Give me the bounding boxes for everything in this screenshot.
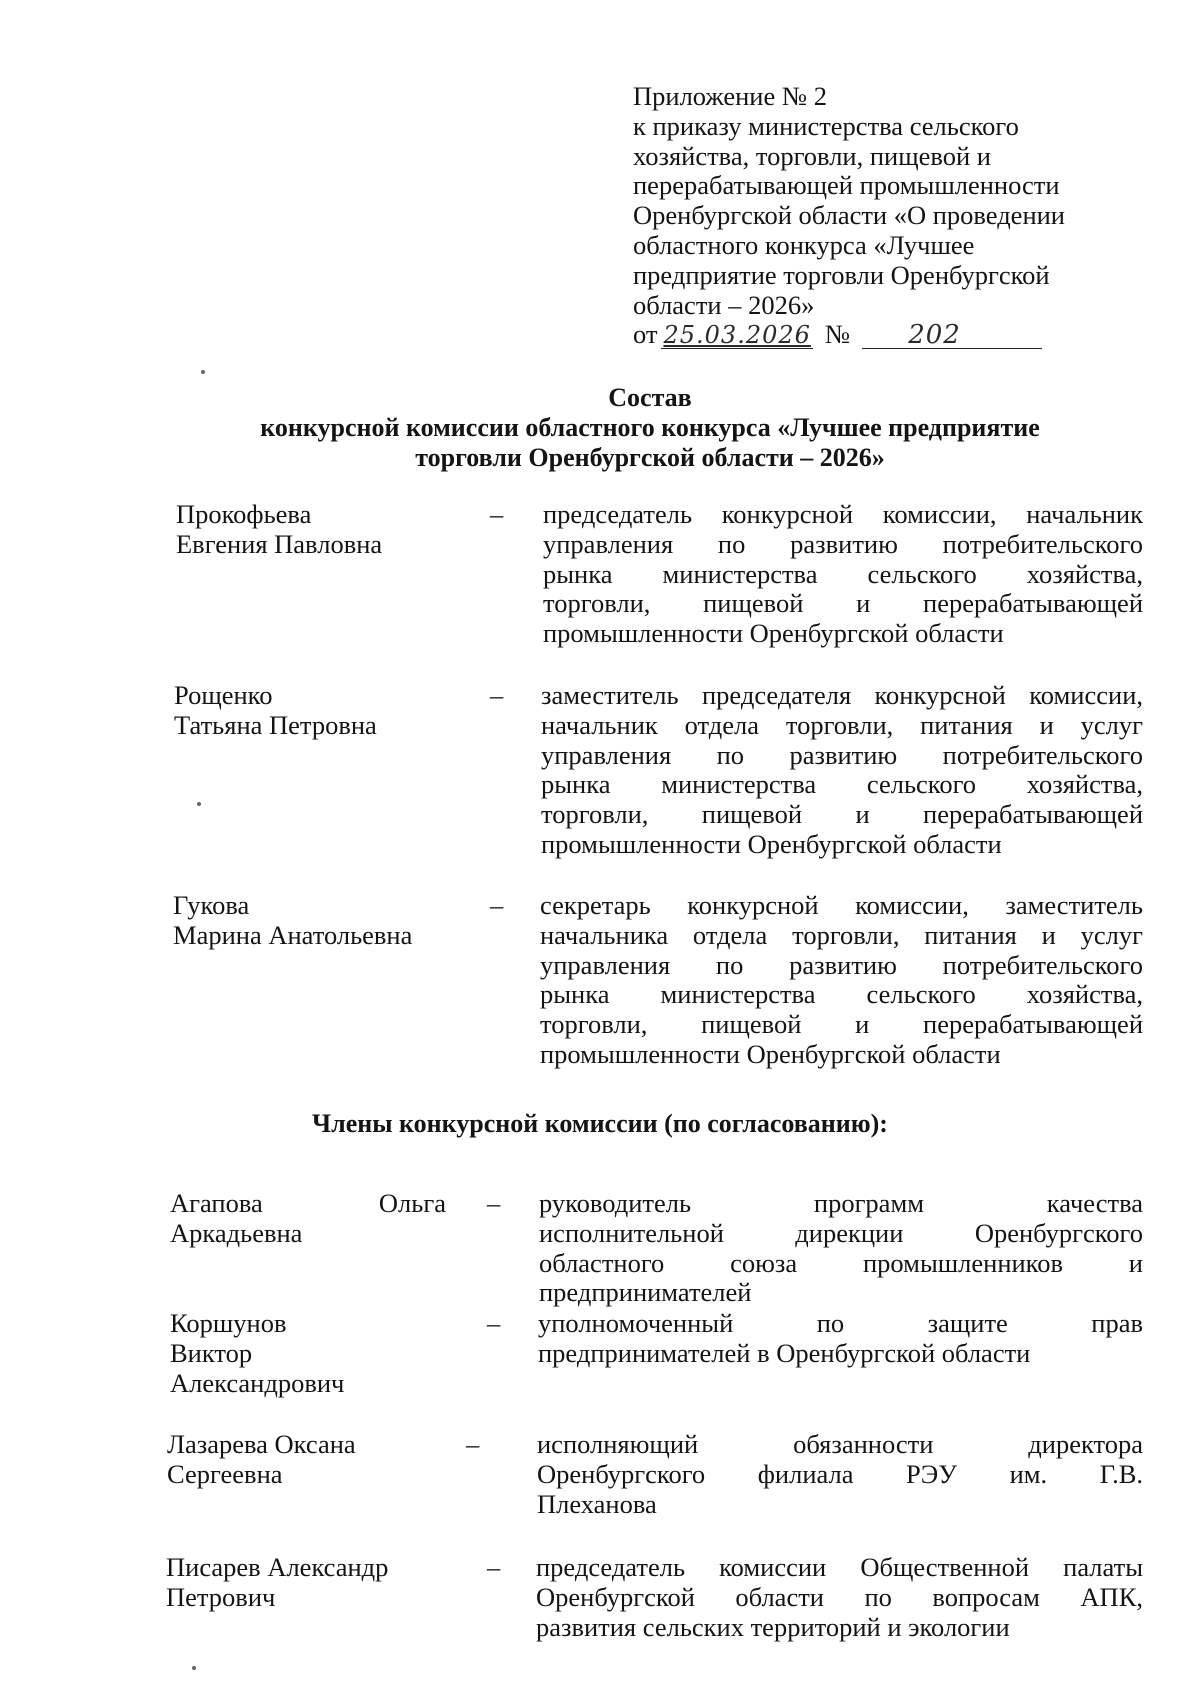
member-description [540,891,1143,1070]
desc-line: торговли, пищевой и перерабатывающей [540,1009,1143,1040]
desc-line: управления по развитию потребительского [541,739,1143,770]
member-description [539,1189,1143,1308]
name-line: Татьяна Петровна [174,709,377,740]
appendix-block [633,82,1103,350]
order-number-field [862,322,1042,349]
name-line [170,1189,446,1219]
member-name [167,1430,467,1490]
desc-line: секретарь конкурсной комиссии, заместитель [540,890,1143,920]
dash-separator: – [487,1308,501,1338]
scan-speck [192,1666,196,1670]
member-description [536,1553,1143,1642]
document-title [0,383,1200,473]
order-number-handwritten: 202 [908,320,961,351]
name-line: Прокофьева [176,499,312,529]
desc-line: рынка министерства сельского хозяйства, [540,979,1143,1010]
appendix-line: перерабатывающей промышленности [633,170,1060,201]
desc-line: рынка министерства сельского хозяйства, [543,558,1143,589]
name-line: Коршунов [170,1308,287,1338]
title-line: Состав [608,383,692,412]
name-line: Петрович [166,1581,276,1612]
appendix-line: хозяйства, торговли, пищевой и [633,140,991,171]
members-heading: Члены конкурсной комиссии (по согласованию): [312,1109,888,1138]
desc-line: предпринимателей в Оренбургской области [538,1337,1031,1368]
desc-line: промышленности Оренбургской области [543,618,1004,649]
name-line: Александрович [170,1367,345,1398]
title-line: торговли Оренбургской области – 2026» [415,443,885,472]
desc-line: уполномоченный по защите прав [538,1308,1143,1338]
member-name [170,1309,470,1398]
desc-line: промышленности Оренбургской области [541,828,1002,859]
dash-separator: – [490,680,504,710]
member-name [173,891,473,951]
order-date-number-line [633,320,1103,350]
name-line: Сергеевна [167,1458,283,1489]
desc-line: председатель комиссии Общественной палаты [536,1552,1143,1582]
name-part: Агапова [170,1188,263,1218]
desc-line: торговли, пищевой и перерабатывающей [541,799,1143,830]
desc-line: торговли, пищевой и перерабатывающей [543,588,1143,619]
desc-line: руководитель программ качества [539,1188,1143,1218]
dash-separator: – [466,1429,480,1459]
order-date-handwritten: 25.03.2026 [663,321,811,350]
desc-line: развития сельских территорий и экологии [536,1611,1010,1642]
desc-line: заместитель председателя конкурсной комиссии, [541,680,1143,710]
desc-line: исполнительной дирекции Оренбургского [539,1217,1143,1248]
member-description [538,1309,1143,1369]
name-line: Лазарева Оксана [167,1429,356,1459]
date-prefix: от [633,319,658,350]
member-name [176,500,476,560]
dash-separator: – [487,1552,501,1582]
name-line: Гукова [173,890,250,920]
member-name [174,681,474,741]
name-part: Ольга [378,1188,446,1218]
dash-separator: – [490,890,504,920]
desc-line: рынка министерства сельского хозяйства, [541,769,1143,800]
desc-line: Плеханова [537,1488,657,1519]
desc-line: областного союза промышленников и [539,1247,1143,1278]
desc-line: управления по развитию потребительского [540,949,1143,980]
appendix-line: предприятие торговли Оренбургской [633,259,1050,290]
name-line: Аркадьевна [170,1217,303,1248]
appendix-line: области – 2026» [633,289,815,320]
name-line: Рощенко [174,680,273,710]
desc-line: промышленности Оренбургской области [540,1038,1001,1069]
desc-line: исполняющий обязанности директора [537,1429,1143,1459]
name-line: Писарев Александр [166,1552,389,1582]
name-line: Виктор [170,1337,253,1368]
member-name [166,1553,466,1613]
desc-line: начальник отдела торговли, питания и услуг [541,709,1143,740]
appendix-line: Приложение № 2 [633,81,828,111]
desc-line: Оренбургской области по вопросам АПК, [536,1581,1143,1612]
member-description [537,1430,1143,1519]
title-line: конкурсной комиссии областного конкурса «Лучшее предприятие [260,413,1040,442]
number-label: № [824,319,851,350]
member-description [543,500,1143,649]
desc-line: Оренбургского филиала РЭУ им. Г.В. [537,1458,1143,1489]
appendix-line: областного конкурса «Лучшее [633,229,975,260]
desc-line: начальника отдела торговли, питания и услуг [540,919,1143,950]
name-line: Марина Анатольевна [173,919,413,950]
desc-line: председатель конкурсной комиссии, начальник [543,499,1143,529]
desc-line: управления по развитию потребительского [543,528,1143,559]
appendix-line: к приказу министерства сельского [633,110,1019,141]
dash-separator: – [487,1188,501,1218]
desc-line: предпринимателей [539,1277,752,1308]
appendix-line: Оренбургской области «О проведении [633,200,1065,231]
scan-speck [201,370,205,374]
member-description [541,681,1143,860]
dash-separator: – [490,499,504,529]
member-name [170,1189,470,1249]
name-line: Евгения Павловна [176,528,383,559]
scan-speck [197,802,201,806]
